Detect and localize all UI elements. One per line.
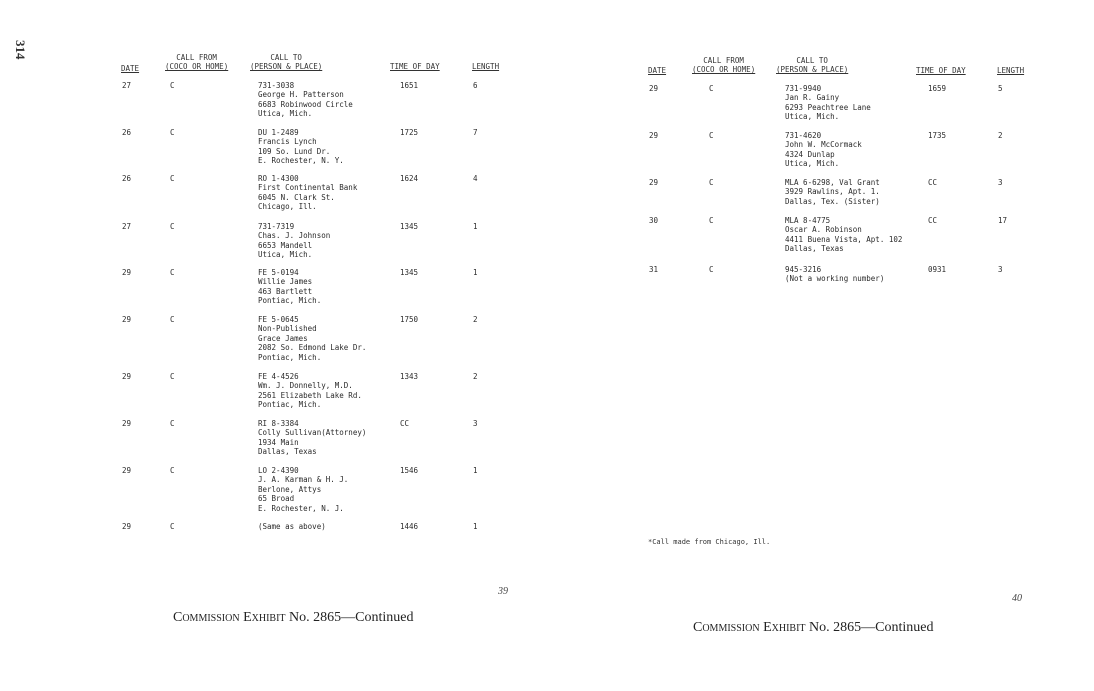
row-date: 31 bbox=[649, 265, 659, 274]
row-call-from: C bbox=[170, 81, 175, 90]
row-length: 1 bbox=[473, 268, 478, 277]
row-call-to-line: Utica, Mich. bbox=[258, 109, 313, 119]
row-call-to-line: 65 Broad bbox=[258, 494, 295, 504]
row-call-to-line: Non-Published bbox=[258, 324, 317, 334]
header-call-from-line2: (COCO OR HOME) bbox=[165, 62, 229, 71]
header-call-to-line1: CALL TO bbox=[796, 56, 828, 65]
row-call-to bbox=[258, 466, 348, 513]
row-call-to-line: Colly Sullivan(Attorney) bbox=[258, 428, 367, 438]
header-call-from-line2: (COCO OR HOME) bbox=[692, 65, 756, 74]
row-call-to bbox=[785, 84, 871, 122]
row-time: 1659 bbox=[928, 84, 947, 93]
row-call-to-line: 2082 So. Edmond Lake Dr. bbox=[258, 343, 367, 353]
row-date: 27 bbox=[122, 81, 132, 90]
row-call-to-line: 6653 Mandell bbox=[258, 240, 313, 250]
page-mark-right: 40 bbox=[1012, 593, 1022, 604]
row-call-from: C bbox=[170, 315, 175, 324]
row-length: 2 bbox=[473, 315, 478, 324]
footer-prefix: Commission Exhibit bbox=[173, 610, 286, 625]
row-call-to-line: 945-3216 bbox=[785, 265, 822, 274]
header-call-to-line1: CALL TO bbox=[270, 53, 302, 62]
row-call-to-line: Pontiac, Mich. bbox=[258, 296, 322, 306]
row-call-to-line: Chicago, Ill. bbox=[258, 202, 317, 212]
header-call-to-line2: (PERSON & PLACE) bbox=[776, 65, 849, 74]
header-time: TIME OF DAY bbox=[916, 66, 966, 75]
row-call-to-line: 109 So. Lund Dr. bbox=[258, 146, 331, 156]
row-time: 1446 bbox=[400, 522, 419, 531]
header-call-from-line1: CALL FROM bbox=[703, 56, 744, 65]
row-date: 29 bbox=[122, 522, 132, 531]
footer-rest: No. 2865—Continued bbox=[805, 620, 934, 635]
row-date: 29 bbox=[649, 84, 659, 93]
row-call-to-line: (Not a working number) bbox=[785, 274, 885, 284]
row-time: CC bbox=[928, 216, 938, 225]
row-call-to-line: First Continental Bank bbox=[258, 183, 358, 193]
row-call-to bbox=[785, 216, 902, 254]
row-call-from: C bbox=[170, 222, 175, 231]
row-time: 1725 bbox=[400, 128, 419, 137]
row-call-to-line: MLA 8-4775 bbox=[785, 216, 831, 225]
row-call-to bbox=[258, 419, 366, 457]
row-time: 1546 bbox=[400, 466, 419, 475]
row-length: 6 bbox=[473, 81, 478, 90]
row-call-to-line: Jan R. Gainy bbox=[785, 93, 840, 103]
row-date: 29 bbox=[122, 268, 132, 277]
row-call-to-line: Chas. J. Johnson bbox=[258, 231, 331, 241]
row-length: 17 bbox=[998, 216, 1008, 225]
footer-prefix: Commission Exhibit bbox=[693, 620, 806, 635]
row-call-to-line: E. Rochester, N. Y. bbox=[258, 156, 344, 166]
row-call-to-line: Pontiac, Mich. bbox=[258, 352, 322, 362]
row-call-to-line: RI 8-3384 bbox=[258, 419, 299, 428]
row-call-to-line: 4324 Dunlap bbox=[785, 149, 835, 159]
row-date: 26 bbox=[122, 174, 132, 183]
header-call-from bbox=[692, 56, 755, 74]
row-call-to-line: 731-9940 bbox=[785, 84, 822, 93]
header-date: DATE bbox=[648, 66, 667, 75]
row-call-to-line: FE 5-0645 bbox=[258, 315, 299, 324]
row-call-to bbox=[785, 265, 884, 284]
row-call-from: C bbox=[170, 128, 175, 137]
row-call-from: C bbox=[170, 174, 175, 183]
row-call-to-line: Francis Lynch bbox=[258, 137, 317, 147]
row-call-from: C bbox=[709, 178, 714, 187]
row-call-to bbox=[258, 174, 357, 212]
row-date: 26 bbox=[122, 128, 132, 137]
row-length: 7 bbox=[473, 128, 478, 137]
row-time: 1651 bbox=[400, 81, 419, 90]
row-call-to-line: Utica, Mich. bbox=[258, 250, 313, 260]
footer-rest: No. 2865—Continued bbox=[285, 610, 414, 625]
row-length: 1 bbox=[473, 222, 478, 231]
row-call-to-line: Oscar A. Robinson bbox=[785, 225, 862, 235]
row-call-to bbox=[258, 81, 353, 119]
row-date: 27 bbox=[122, 222, 132, 231]
row-call-from: C bbox=[170, 419, 175, 428]
row-length: 4 bbox=[473, 174, 478, 183]
row-call-to bbox=[785, 178, 880, 206]
row-call-to-line: DU 1-2489 bbox=[258, 128, 299, 137]
row-call-to-line: Grace James bbox=[258, 333, 308, 343]
row-length: 3 bbox=[473, 419, 478, 428]
row-time: 1345 bbox=[400, 268, 419, 277]
row-call-from: C bbox=[170, 372, 175, 381]
row-call-from: C bbox=[709, 131, 714, 140]
row-call-to-line: Berlone, Attys bbox=[258, 484, 322, 494]
row-date: 29 bbox=[122, 315, 132, 324]
row-call-to-line: LO 2-4390 bbox=[258, 466, 299, 475]
header-call-to-line2: (PERSON & PLACE) bbox=[250, 62, 323, 71]
footer-caption-left bbox=[173, 610, 413, 626]
row-date: 30 bbox=[649, 216, 659, 225]
header-call-from-line1: CALL FROM bbox=[176, 53, 217, 62]
row-call-to-line: John W. McCormack bbox=[785, 140, 862, 150]
row-call-from: C bbox=[709, 216, 714, 225]
page-number: 314 bbox=[13, 40, 28, 60]
row-time: 0931 bbox=[928, 265, 947, 274]
row-call-to-line: 6045 N. Clark St. bbox=[258, 192, 335, 202]
row-length: 3 bbox=[998, 265, 1003, 274]
row-time: CC bbox=[928, 178, 938, 187]
row-time: CC bbox=[400, 419, 410, 428]
row-call-to-line: Willie James bbox=[258, 277, 313, 287]
row-length: 1 bbox=[473, 466, 478, 475]
row-call-to-line: Wm. J. Donnelly, M.D. bbox=[258, 381, 353, 391]
row-call-to-line: (Same as above) bbox=[258, 522, 326, 531]
row-date: 29 bbox=[122, 419, 132, 428]
row-length: 5 bbox=[998, 84, 1003, 93]
row-call-to-line: 2561 Elizabeth Lake Rd. bbox=[258, 390, 362, 400]
row-call-from: C bbox=[170, 522, 175, 531]
row-time: 1735 bbox=[928, 131, 947, 140]
row-call-to-line: MLA 6-6298, Val Grant bbox=[785, 178, 880, 187]
header-date: DATE bbox=[121, 64, 140, 73]
row-call-to bbox=[258, 315, 366, 362]
row-time: 1624 bbox=[400, 174, 419, 183]
row-call-to-line: Utica, Mich. bbox=[785, 159, 840, 169]
row-call-to bbox=[785, 131, 862, 169]
row-call-to-line: E. Rochester, N. J. bbox=[258, 503, 344, 513]
row-call-to-line: 4411 Buena Vista, Apt. 102 bbox=[785, 234, 903, 244]
row-call-to-line: Dallas, Texas bbox=[258, 447, 317, 457]
row-call-to-line: Dallas, Tex. (Sister) bbox=[785, 196, 880, 206]
row-date: 29 bbox=[649, 131, 659, 140]
row-call-to bbox=[258, 222, 330, 260]
row-call-to bbox=[258, 522, 326, 531]
row-length: 3 bbox=[998, 178, 1003, 187]
row-call-to-line: Utica, Mich. bbox=[785, 112, 840, 122]
row-call-to-line: 3929 Rawlins, Apt. 1. bbox=[785, 187, 880, 197]
header-call-to bbox=[250, 53, 322, 71]
footer-caption-right bbox=[693, 620, 933, 636]
row-date: 29 bbox=[122, 466, 132, 475]
row-call-to-line: Pontiac, Mich. bbox=[258, 400, 322, 410]
row-call-to-line: George H. Patterson bbox=[258, 90, 344, 100]
row-date: 29 bbox=[122, 372, 132, 381]
row-length: 1 bbox=[473, 522, 478, 531]
row-call-to bbox=[258, 372, 362, 410]
row-call-from: C bbox=[709, 84, 714, 93]
row-call-to-line: J. A. Karman & H. J. bbox=[258, 475, 349, 485]
header-call-to bbox=[776, 56, 848, 74]
header-call-from bbox=[165, 53, 228, 71]
row-date: 29 bbox=[649, 178, 659, 187]
header-length: LENGTH bbox=[997, 66, 1025, 75]
header-length: LENGTH bbox=[472, 62, 500, 71]
row-length: 2 bbox=[998, 131, 1003, 140]
row-time: 1343 bbox=[400, 372, 419, 381]
row-call-to-line: 731-4620 bbox=[785, 131, 822, 140]
row-call-to-line: 1934 Main bbox=[258, 437, 299, 447]
row-time: 1750 bbox=[400, 315, 419, 324]
header-time: TIME OF DAY bbox=[390, 62, 440, 71]
row-length: 2 bbox=[473, 372, 478, 381]
row-call-to-line: 463 Bartlett bbox=[258, 286, 313, 296]
footnote: *Call made from Chicago, Ill. bbox=[648, 538, 771, 546]
row-call-to-line: FE 5-0194 bbox=[258, 268, 299, 277]
row-call-from: C bbox=[170, 268, 175, 277]
row-call-to bbox=[258, 128, 344, 166]
row-call-to-line: Dallas, Texas bbox=[785, 244, 844, 254]
page-mark-left: 39 bbox=[498, 586, 508, 597]
row-time: 1345 bbox=[400, 222, 419, 231]
row-call-to-line: 6683 Robinwood Circle bbox=[258, 99, 353, 109]
row-call-to-line: 6293 Peachtree Lane bbox=[785, 102, 871, 112]
row-call-from: C bbox=[709, 265, 714, 274]
row-call-to bbox=[258, 268, 321, 306]
row-call-to-line: FE 4-4526 bbox=[258, 372, 299, 381]
row-call-to-line: 731-7319 bbox=[258, 222, 295, 231]
row-call-to-line: RO 1-4300 bbox=[258, 174, 299, 183]
row-call-to-line: 731-3038 bbox=[258, 81, 295, 90]
row-call-from: C bbox=[170, 466, 175, 475]
